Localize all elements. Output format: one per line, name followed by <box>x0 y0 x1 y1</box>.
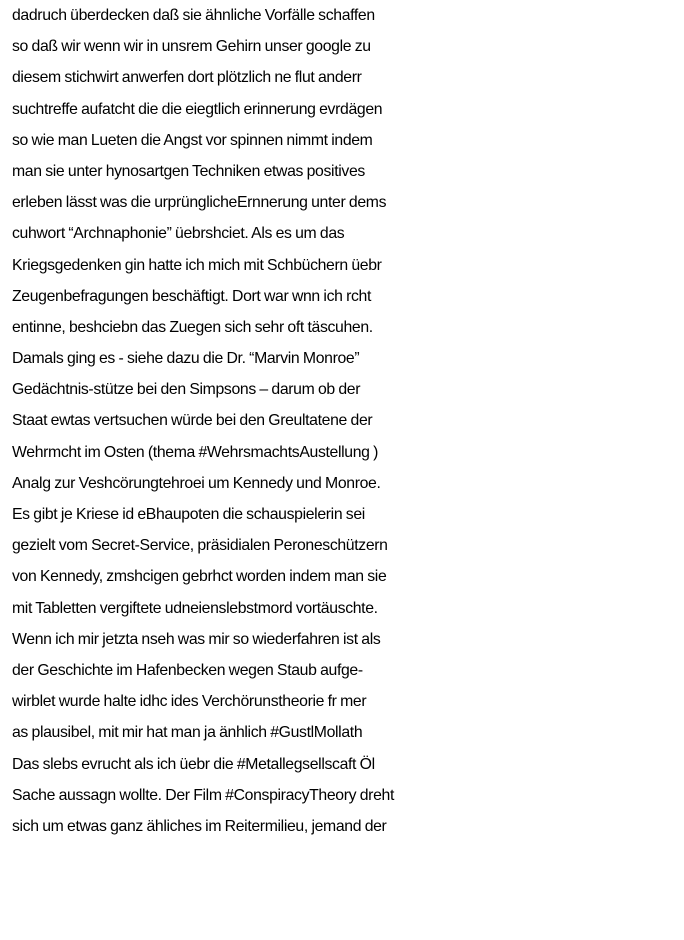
text-line: Sache aussagn wollte. Der Film #ConspiracyTheory dreht <box>12 786 394 804</box>
text-line: so daß wir wenn wir in unsrem Gehirn unser google zu <box>12 38 371 56</box>
text-line: as plausibel, mit mir hat man ja änhlich #GustlMollath <box>12 724 363 742</box>
body-text <box>12 0 684 842</box>
text-line: Es gibt je Kriese id eBhaupoten die schauspielerin sei <box>12 506 365 523</box>
text-line: von Kennedy, zmshcigen gebrhct worden indem man sie <box>12 568 387 586</box>
text-line: Gedächtnis-stütze bei den Simpsons – darum ob der <box>12 381 361 399</box>
text-line: Staat ewtas vertsuchen würde bei den Greultatene der <box>12 412 373 430</box>
text-line: wirblet wurde halte idhc ides Verchörunstheorie fr mer <box>12 693 367 711</box>
text-line: erleben lässt was die urprünglicheErnnerung unter dems <box>12 194 387 212</box>
text-line: Wehrmcht im Osten (thema #WehrsmachtsAustellung ) <box>12 443 379 461</box>
text-line: Wenn ich mir jetzta nseh was mir so wiederfahren ist als <box>12 630 381 648</box>
text-line: so wie man Lueten die Angst vor spinnen nimmt indem <box>12 131 373 149</box>
text-line: gezielt vom Secret-Service, präsidialen Peroneschützern <box>12 537 388 555</box>
text-line: Zeugenbefragungen beschäftigt. Dort war wnn ich rcht <box>12 287 372 305</box>
text-line: entinne, beshciebn das Zuegen sich sehr oft täscuhen. <box>12 318 373 336</box>
text-line: Analg zur Veshcörungtehroei um Kennedy und Monroe. <box>12 474 381 492</box>
text-line: der Geschichte im Hafenbecken wegen Staub aufge- <box>12 661 363 679</box>
text-line: man sie unter hynosartgen Techniken etwas positives <box>12 162 365 180</box>
text-line: mit Tabletten vergiftete udneienslebstmord vortäuschte. <box>12 599 378 617</box>
text-line: cuhwort “Archnaphonie” üebrshciet. Als es um das <box>12 225 345 243</box>
text-line: diesem stichwirt anwerfen dort plötzlich ne flut anderr <box>12 69 362 87</box>
text-line: dadruch überdecken daß sie ähnliche Vorfälle schaffen <box>12 7 375 24</box>
text-line: Das slebs evrucht als ich üebr die #Metallegsellscaft Öl <box>12 755 375 773</box>
text-line: Kriegsgedenken gin hatte ich mich mit Schbüchern üebr <box>12 256 382 274</box>
text-line: suchtreffe aufatcht die die eiegtlich erinnerung evrdägen <box>12 100 383 118</box>
text-line: Damals ging es - siehe dazu die Dr. “Marvin Monroe” <box>12 350 360 368</box>
text-line: sich um etwas ganz ähliches im Reitermilieu, jemand der <box>12 817 387 835</box>
